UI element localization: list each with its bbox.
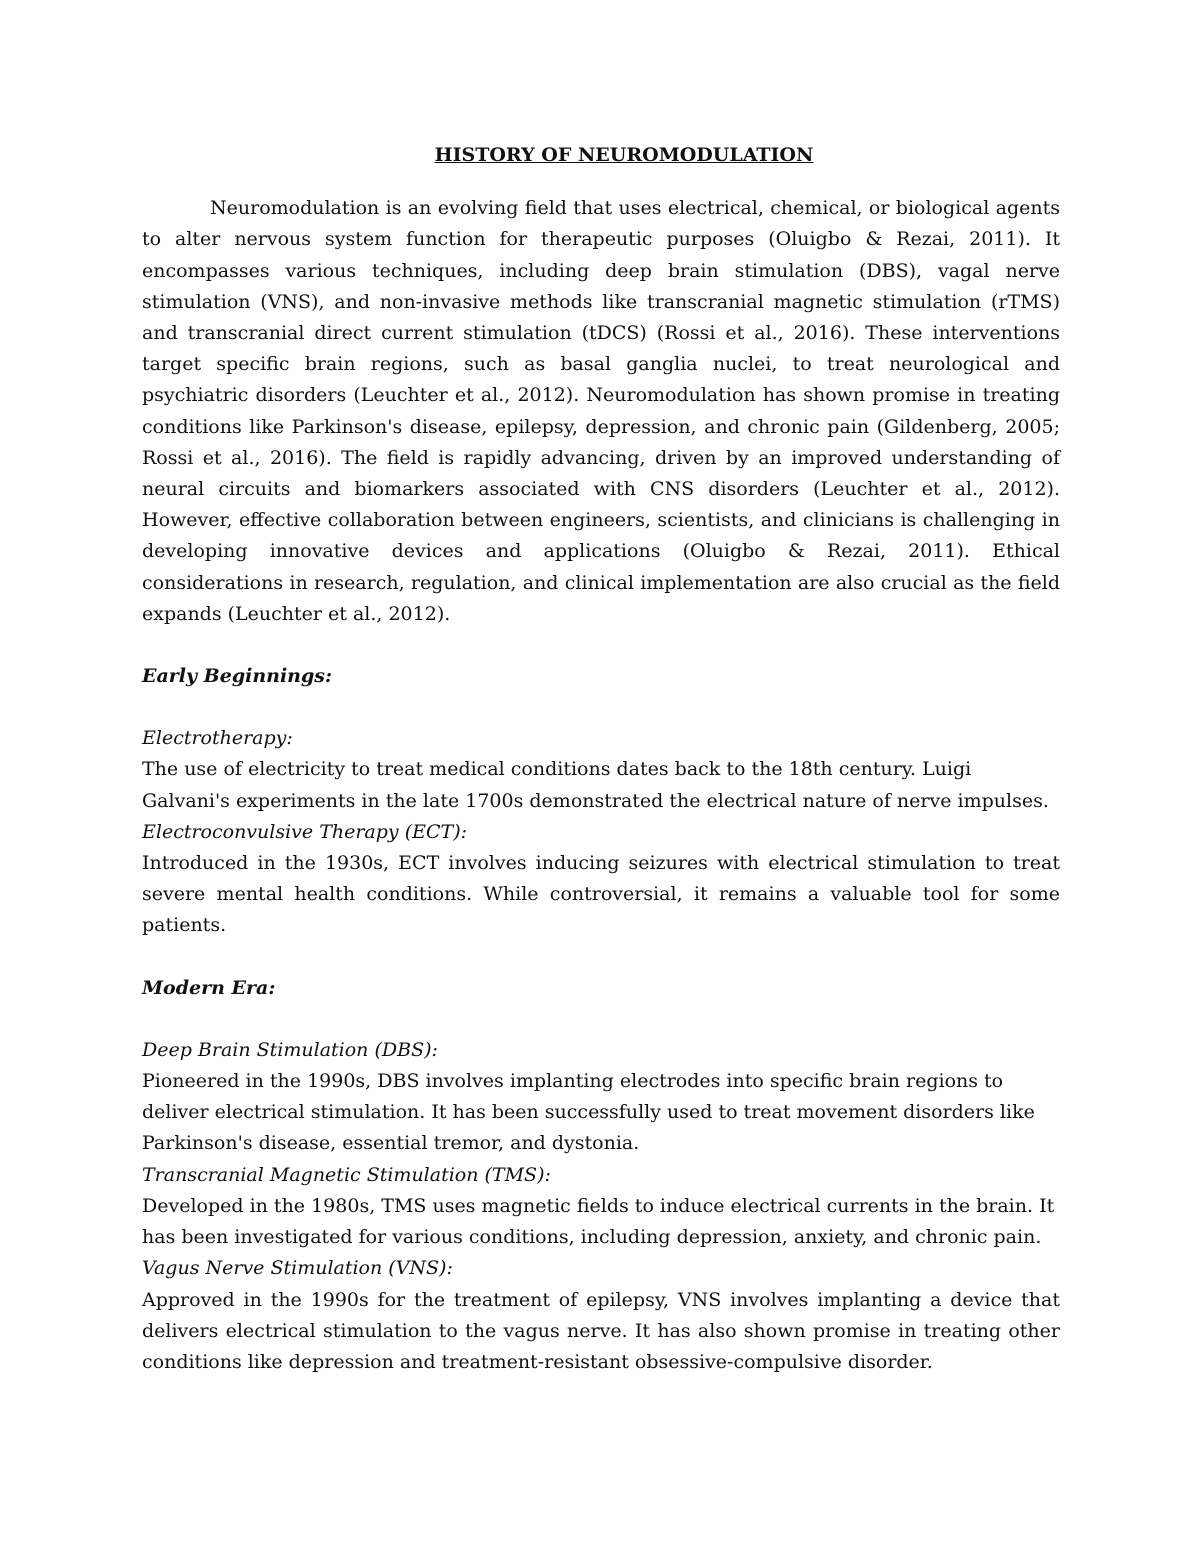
paragraph-tms: Developed in the 1980s, TMS uses magnetic fields to induce electrical currents in the brain. It has been investigated for various conditions, including depression, anxiety, and chronic pain.	[142, 1194, 1055, 1249]
subheading-vns: Vagus Nerve Stimulation (VNS):	[142, 1257, 453, 1280]
paragraph-dbs: Pioneered in the 1990s, DBS involves implanting electrodes into specific brain regions to deliver electrical stimulation. It has been successfully used to treat movement disorders like Parkinson's disease, essential tremor, and dystonia.	[142, 1070, 1035, 1155]
spacer	[142, 942, 1060, 973]
document-title: HISTORY OF NEUROMODULATION	[434, 144, 814, 166]
subheading-tms: Transcranial Magnetic Stimulation (TMS):	[142, 1163, 551, 1186]
section-heading-early-beginnings: Early Beginnings:	[142, 665, 332, 688]
intro-paragraph: Neuromodulation is an evolving field that uses electrical, chemical, or biological agents to alter nervous system function for therapeutic purposes (Oluigbo & Rezai, 2011). It encompasses various techniques, including deep brain stimulation (DBS), vagal nerve stimulation (VNS), and non-invasive methods like transcranial magnetic stimulation (rTMS) and transcranial direct current stimulation (tDCS) (Rossi et al., 2016). These interventions target specific brain regions, such as basal ganglia nuclei, to treat neurological and psychiatric disorders (Leuchter et al., 2012). Neuromodulation has shown promise in treating conditions like Parkinson's disease, epilepsy, depression, and chronic pain (Gildenberg, 2005; Rossi et al., 2016). The field is rapidly advancing, driven by an improved understanding of neural circuits and biomarkers associated with CNS disorders (Leuchter et al., 2012). However, effective collaboration between engineers, scientists, and clinicians is challenging in developing innovative devices and applications (Oluigbo & Rezai, 2011). Ethical considerations in research, regulation, and clinical implementation are also crucial as the field expands (Leuchter et al., 2012).	[142, 197, 1060, 625]
subheading-ect: Electroconvulsive Therapy (ECT):	[142, 820, 468, 843]
subheading-dbs: Deep Brain Stimulation (DBS):	[142, 1038, 438, 1061]
paragraph-electrotherapy: The use of electricity to treat medical conditions dates back to the 18th century. Luigi Galvani's experiments in the late 1700s demonstrated the electrical nature of nerve impulses.	[142, 758, 1049, 812]
subheading-electrotherapy: Electrotherapy:	[142, 727, 293, 750]
document-page	[142, 140, 1060, 1378]
paragraph-vns: Approved in the 1990s for the treatment of epilepsy, VNS involves implanting a device that delivers electrical stimulation to the vagus nerve. It has also shown promise in treating other conditions like depression and treatment-resistant obsessive-compulsive disorder.	[142, 1288, 1060, 1373]
section-heading-modern-era: Modern Era:	[142, 976, 276, 999]
paragraph-ect: Introduced in the 1930s, ECT involves inducing seizures with electrical stimulation to treat severe mental health conditions. While controversial, it remains a valuable tool for some patients.	[142, 852, 1060, 937]
